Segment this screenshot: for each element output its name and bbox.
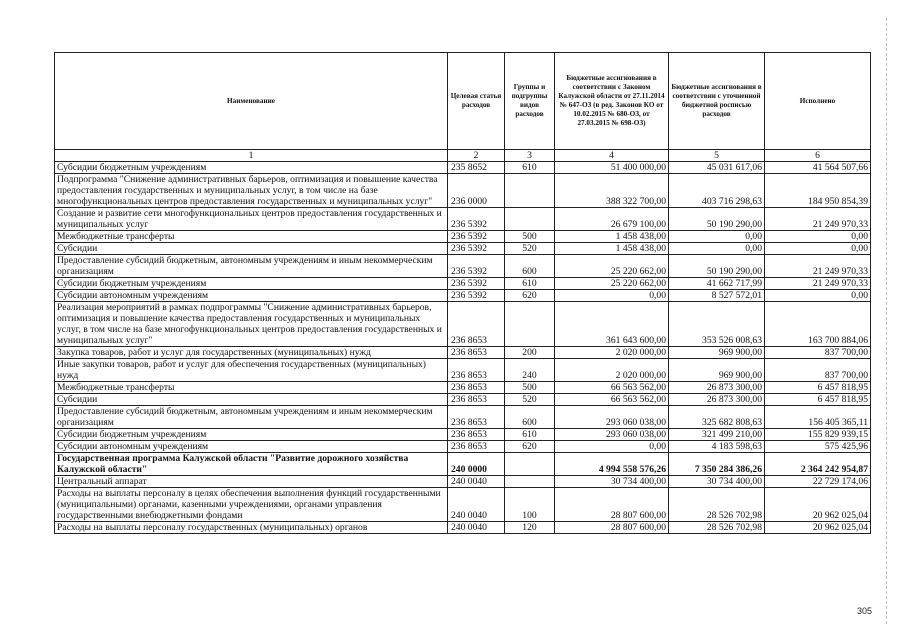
row-executed-cell: 20 962 025,04 [765,488,871,522]
row-target-article-cell: 240 0040 [448,522,505,534]
row-executed-cell: 0,00 [765,231,871,243]
row-group-code-cell [505,453,555,476]
column-number: 6 [765,150,871,162]
row-name-cell: Межбюджетные трансферты [55,382,448,394]
row-budget-law-cell: 51 400 000,00 [555,162,669,174]
header-groups: Группы и подгруппы видов расходов [505,53,555,150]
row-executed-cell: 0,00 [765,243,871,255]
table-header-row [55,53,871,150]
row-executed-cell: 6 457 818,95 [765,382,871,394]
row-group-code-cell: 620 [505,441,555,453]
row-group-code-cell: 200 [505,347,555,359]
row-budget-refined-cell: 0,00 [669,231,765,243]
row-name-cell: Реализация мероприятий в рамках подпрограммы "Снижение административных барьеров, оптимизация и повышение качества предоставления государственных и муниципальных услуг, в том числе на базе многофункциональных центров предоставления государственных и муниципальных услуг" [55,302,448,347]
column-number: 1 [55,150,448,162]
row-target-article-cell: 236 5392 [448,255,505,278]
row-budget-refined-cell: 969 900,00 [669,359,765,382]
table-row [55,441,871,453]
table-row [55,208,871,231]
row-name-cell: Субсидии автономным учреждениям [55,290,448,302]
column-number: 4 [555,150,669,162]
table-row [55,488,871,522]
table-row [55,302,871,347]
header-budget-law: Бюджетные ассигнования в соответствии с Законом Калужской области от 27.11.2014 № 647-ОЗ (в ред. Законов КО от 10.02.2015 № 680-ОЗ, от 27.03.2015 № 698-ОЗ) [555,53,669,150]
row-name-cell: Закупка товаров, работ и услуг для государственных (муниципальных) нужд [55,347,448,359]
row-budget-refined-cell: 45 031 617,06 [669,162,765,174]
row-budget-refined-cell: 50 190 290,00 [669,255,765,278]
row-budget-law-cell: 26 679 100,00 [555,208,669,231]
table-row [55,162,871,174]
row-budget-law-cell: 293 060 038,00 [555,429,669,441]
row-budget-refined-cell: 28 526 702,98 [669,522,765,534]
row-target-article-cell: 236 8653 [448,382,505,394]
row-budget-law-cell: 28 807 600,00 [555,522,669,534]
row-budget-refined-cell: 353 526 008,63 [669,302,765,347]
table-row [55,359,871,382]
table-row [55,347,871,359]
row-name-cell: Иные закупки товаров, работ и услуг для обеспечения государственных (муниципальных) нужд [55,359,448,382]
table-row [55,174,871,208]
row-group-code-cell [505,174,555,208]
table-row [55,255,871,278]
table-row [55,278,871,290]
row-name-cell: Центральный аппарат [55,476,448,488]
row-name-cell: Субсидии автономным учреждениям [55,441,448,453]
header-budget-refined: Бюджетные ассигнования в соответствии с уточненной бюджетной росписью расходов [669,53,765,150]
row-budget-law-cell: 2 020 000,00 [555,359,669,382]
column-number: 3 [505,150,555,162]
row-name-cell: Субсидии бюджетным учреждениям [55,278,448,290]
row-budget-law-cell: 388 322 700,00 [555,174,669,208]
row-budget-refined-cell: 30 734 400,00 [669,476,765,488]
row-target-article-cell: 236 5392 [448,290,505,302]
row-executed-cell: 837 700,00 [765,359,871,382]
header-name: Наименование [55,53,448,150]
row-target-article-cell: 236 8653 [448,394,505,406]
row-target-article-cell: 235 8652 [448,162,505,174]
row-executed-cell: 156 405 365,11 [765,406,871,429]
row-budget-refined-cell: 4 183 598,63 [669,441,765,453]
row-target-article-cell: 240 0040 [448,476,505,488]
row-budget-law-cell: 66 563 562,00 [555,382,669,394]
row-budget-law-cell: 30 734 400,00 [555,476,669,488]
row-budget-refined-cell: 8 527 572,01 [669,290,765,302]
row-budget-law-cell: 1 458 438,00 [555,243,669,255]
row-executed-cell: 163 700 884,06 [765,302,871,347]
row-executed-cell: 155 829 939,15 [765,429,871,441]
row-budget-law-cell: 293 060 038,00 [555,406,669,429]
table-row [55,382,871,394]
row-target-article-cell: 236 8653 [448,347,505,359]
row-name-cell: Межбюджетные трансферты [55,231,448,243]
row-group-code-cell: 600 [505,406,555,429]
page-number: 305 [857,606,873,616]
row-budget-refined-cell: 26 873 300,00 [669,394,765,406]
row-budget-refined-cell: 41 662 717,99 [669,278,765,290]
row-name-cell: Субсидии бюджетным учреждениям [55,162,448,174]
row-target-article-cell: 236 8653 [448,441,505,453]
row-group-code-cell: 500 [505,231,555,243]
row-executed-cell: 575 425,96 [765,441,871,453]
row-name-cell: Подпрограмма "Снижение административных барьеров, оптимизация и повышение качества предоставления государственных и муниципальных услуг, в том числе на базе многофункциональных центров предоставления государственных и муниципальных услуг" [55,174,448,208]
row-executed-cell: 21 249 970,33 [765,208,871,231]
table-row [55,243,871,255]
row-group-code-cell [505,302,555,347]
row-executed-cell: 22 729 174,06 [765,476,871,488]
row-executed-cell: 41 564 507,66 [765,162,871,174]
row-target-article-cell: 236 8653 [448,302,505,347]
row-group-code-cell: 600 [505,255,555,278]
table-row [55,453,871,476]
row-group-code-cell: 500 [505,382,555,394]
row-group-code-cell: 100 [505,488,555,522]
row-group-code-cell [505,208,555,231]
row-budget-law-cell: 361 643 600,00 [555,302,669,347]
header-target-article: Целевая статья расходов [448,53,505,150]
row-executed-cell: 6 457 818,95 [765,394,871,406]
row-executed-cell: 0,00 [765,290,871,302]
row-name-cell: Предоставление субсидий бюджетным, автономным учреждениям и иным некоммерческим организациям [55,255,448,278]
table-body [55,162,871,534]
row-budget-refined-cell: 325 682 808,63 [669,406,765,429]
row-group-code-cell: 120 [505,522,555,534]
row-budget-refined-cell: 403 716 298,63 [669,174,765,208]
row-name-cell: Расходы на выплаты персоналу государственных (муниципальных) органов [55,522,448,534]
row-budget-refined-cell: 50 190 290,00 [669,208,765,231]
row-target-article-cell: 236 0000 [448,174,505,208]
row-name-cell: Субсидии бюджетным учреждениям [55,429,448,441]
row-budget-refined-cell: 26 873 300,00 [669,382,765,394]
row-name-cell: Предоставление субсидий бюджетным, автономным учреждениям и иным некоммерческим организациям [55,406,448,429]
table-row [55,231,871,243]
row-group-code-cell: 610 [505,162,555,174]
row-name-cell: Субсидии [55,243,448,255]
row-executed-cell: 21 249 970,33 [765,278,871,290]
row-name-cell: Расходы на выплаты персоналу в целях обеспечения выполнения функций государственными (муниципальными) органами, казенными учреждениями, органами управления государственными внебюджетными фондами [55,488,448,522]
row-target-article-cell: 240 0000 [448,453,505,476]
row-group-code-cell: 610 [505,429,555,441]
row-target-article-cell: 236 5392 [448,278,505,290]
row-budget-law-cell: 66 563 562,00 [555,394,669,406]
row-budget-refined-cell: 321 499 210,00 [669,429,765,441]
row-target-article-cell: 236 5392 [448,243,505,255]
column-number: 5 [669,150,765,162]
table-row [55,476,871,488]
row-target-article-cell: 236 5392 [448,231,505,243]
row-target-article-cell: 236 8653 [448,406,505,429]
row-name-cell: Государственная программа Калужской области "Развитие дорожного хозяйства Калужской области" [55,453,448,476]
row-budget-refined-cell: 0,00 [669,243,765,255]
header-executed: Исполнено [765,53,871,150]
row-target-article-cell: 236 5392 [448,208,505,231]
row-budget-law-cell: 1 458 438,00 [555,231,669,243]
row-budget-refined-cell: 969 900,00 [669,347,765,359]
row-executed-cell: 21 249 970,33 [765,255,871,278]
row-group-code-cell [505,476,555,488]
row-budget-law-cell: 0,00 [555,290,669,302]
row-budget-law-cell: 25 220 662,00 [555,255,669,278]
table-row [55,429,871,441]
row-executed-cell: 184 950 854,39 [765,174,871,208]
row-budget-law-cell: 28 807 600,00 [555,488,669,522]
page-edge-line [886,18,887,624]
row-name-cell: Субсидии [55,394,448,406]
row-executed-cell: 20 962 025,04 [765,522,871,534]
row-executed-cell: 2 364 242 954,87 [765,453,871,476]
table-row [55,290,871,302]
row-group-code-cell: 620 [505,290,555,302]
row-budget-law-cell: 0,00 [555,441,669,453]
row-budget-refined-cell: 7 350 284 386,26 [669,453,765,476]
row-budget-law-cell: 2 020 000,00 [555,347,669,359]
row-name-cell: Создание и развитие сети многофункциональных центров предоставления государственных и муниципальных услуг [55,208,448,231]
table-row [55,394,871,406]
table-row [55,522,871,534]
row-executed-cell: 837 700,00 [765,347,871,359]
budget-table [54,52,871,534]
table-row [55,406,871,429]
row-target-article-cell: 236 8653 [448,359,505,382]
row-group-code-cell: 240 [505,359,555,382]
row-budget-law-cell: 25 220 662,00 [555,278,669,290]
row-target-article-cell: 236 8653 [448,429,505,441]
column-number-row [55,150,871,162]
row-budget-refined-cell: 28 526 702,98 [669,488,765,522]
row-group-code-cell: 520 [505,243,555,255]
column-number: 2 [448,150,505,162]
row-group-code-cell: 520 [505,394,555,406]
row-budget-law-cell: 4 994 558 576,26 [555,453,669,476]
row-group-code-cell: 610 [505,278,555,290]
budget-table-sheet [54,52,870,534]
row-target-article-cell: 240 0040 [448,488,505,522]
